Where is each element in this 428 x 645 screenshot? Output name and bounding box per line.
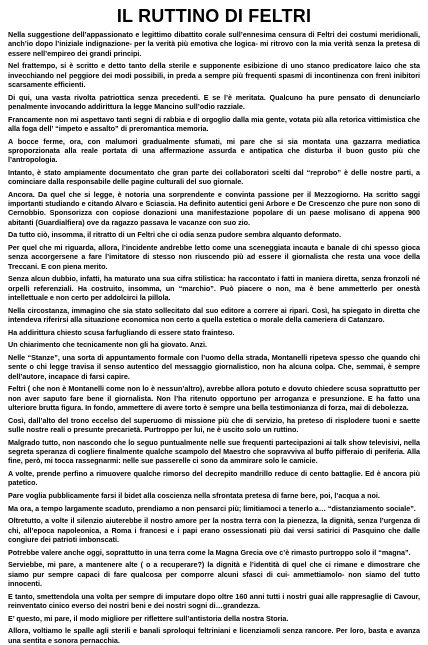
paragraph: Allora, voltiamo le spalle agli sterili e banali sproloqui feltriniani e licenziamoli senza rancore. Per loro, basta e avanza una sentita e sonora pernacchia. xyxy=(8,626,420,645)
paragraph: Ma ora, a tempo largamente scaduto, prendiamo a non pensarci più; limitiamoci a tenerlo a… “distanziamento sociale”. xyxy=(8,503,416,513)
paragraph: Oltretutto, a volte il silenzio aiuterebbe il nostro amore per la nostra terra con la pienezza, la dignità, senza l’urgenza di chi, all’epoca napoleonica, a Roma i francesi e i papi erano ossessionati più dai versi satirici di Pasquino che dalle congiure dei patrioti imbonscati. xyxy=(8,516,420,544)
paragraph: A bocce ferme, ora, con malumori gradualmente sfumati, mi pare che si sia montata una gazzarra mediatica sproporzionata alla reale portata di una affermazione assurda e antipatica che disturba il buon gusto più che l’antropologia. xyxy=(8,136,420,164)
paragraph: E’ questo, mi pare, il modo migliore per riflettere sull’antistoria della nostra Storia. xyxy=(8,613,289,623)
article-body xyxy=(8,30,420,645)
paragraph: Nel frattempo, si è scritto e detto tanto della sterile e supponente esibizione di uno stanco predicatore laico che sta invecchiando nel peggiore dei modi possibili, in preda a sempre più frequenti spasmi di incontinenza con frenì inibitori scarsamente efficienti. xyxy=(8,61,420,89)
paragraph: Di qui, una vasta rivolta patriottica senza precedenti. E se l’è meritata. Qualcuno ha pure pensato di denunciarlo penalmente invocando addirittura la legge Mancino sull’odio razziale. xyxy=(8,92,420,111)
paragraph: Potrebbe valere anche oggi, soprattutto in una terra come la Magna Grecia ove c’è rimasto purtroppo solo il “magna”. xyxy=(8,547,411,557)
paragraph: Così, dall’alto del trono eccelso del superuomo di missione più che di servizio, ha preteso di risplodere tuoni e saette sulle nostre reali o presunte precarietà. Purtroppo per lui, ne è uscito solo un ruttino. xyxy=(8,415,420,434)
paragraph: Pare voglia pubblicamente farsi il bidet alla coscienza nella sfrontata pretesa di farne bere, poi, l’acqua a noi. xyxy=(8,490,380,500)
paragraph: Nelle “Stanze”, una sorta di appuntamento formale con l’uomo della strada, Montanelli ripeteva spesso che quando chi sente o chi legge travisa il senso autentico del messaggio giornalistico, non ha alcuna colpa. Che, semmai, è sempre dell’autore, incapace di farsi capire. xyxy=(8,353,420,381)
paragraph: Malgrado tutto, non nascondo che lo seguo puntualmente nelle sue frequenti partecipazioni ai talk show televisivi, nella segreta speranza di cogliere finalmente qualche scampolo del Maestro che sopravviva al buffo pifferaio di periferia. Alla fine, però, mi tocca rassegnarmi: nelle sue passerelle ci sono da ammirare solo le camicie. xyxy=(8,437,420,465)
paragraph: E tanto, smettendola una volta per sempre di imputare dopo oltre 160 anni tutti i nostri guai alle rappresaglie di Cavour, reinventato cinico everso dei nostri beni e dei nostri sogni di…grandezza. xyxy=(8,591,420,610)
paragraph: Senza alcun dubbio, infatti, ha maturato una sua cifra stilistica: ha raccontato i fatti in maniera diretta, senza fronzoli né orpelli referenziali. Ha costruito, insomma, un “marchio”. Può piacere o non, ma è bene ammetterlo per onestà intellettuale e non certo per addolcirci la pillola. xyxy=(8,274,420,302)
page-title: IL RUTTINO DI FELTRI xyxy=(116,6,312,26)
paragraph: Intanto, è stato ampiamente documentato che gran parte dei collaboratori scelti dal “reprobo” è delle nostre parti, a cominciare dalla responsabile delle pagine culturali del suo giornale. xyxy=(8,167,420,186)
paragraph: Nella circostanza, immagino che sia stato sollecitato dal suo editore a correre ai ripari. Così, ha spiegato in diretta che intendeva riferirsi alla situazione economica non certo a quella estetica o morale della cameriera di Catanzaro. xyxy=(8,305,420,324)
paragraph: Serviebbe, mi pare, a mantenere alte ( o a recuperare?) la dignità e l’identità di quel che ci rimane e dimostrare che siamo pur sempre capaci di fare qualcosa per comporre alcuni sfasci di cui- ammettiamolo- non siamo del tutto innocenti. xyxy=(8,560,420,588)
paragraph: Nella suggestione dell’appassionato e legittimo dibattito corale sull’ennesima censura di Feltri dei costumi meridionali, anch’io dopo l’iniziale indignazione- per la verità più emotiva che logica- mi ritrovo con la mia verità senza la pretesa di essere nell’empireo dei grandi principi. xyxy=(8,30,420,58)
paragraph: Un chiarimento che tecnicamente non gli ha giovato. Anzi. xyxy=(8,340,208,350)
paragraph: Per quel che mi riguarda, allora, l’incidente andrebbe letto come una sceneggiata incauta e banale di chi spesso gioca senza accorgersene a fare l’imitatore di stesso non riuscendo più ad essere il giornalista che resta una voce della Treccani. E con piena merito. xyxy=(8,243,420,271)
paragraph: Francamente non mi aspettavo tanti segni di rabbia e di orgoglio dalla mia gente, votata più alla retorica vittimistica che alla foga dell’ “impeto e assalto” di preromantica memoria. xyxy=(8,114,420,133)
paragraph: Ancora. Da quel che si legge, è notoria una sorprendente e convinta passione per il Mezzogiorno. Ha scritto saggi importanti studiando e citando Alvaro e Sciascia. Ha definito autentici geni Arbore e De Crescenzo che pure non sono di Cernobbio. Sponsorizza con copiose donazioni una manifestazione popolare di un paese molisano di appena 900 abitanti (Guardialfiera) ove da ragazzo passava le vacanze con suo zio. xyxy=(8,189,420,227)
paragraph: A volte, prende perfino a rimuovere qualche rimorso del decrepito mandrillo reduce di cento battaglie. Ed è ancora più patetico. xyxy=(8,468,420,487)
paragraph: Feltri ( che non è Montanelli come non lo è nessun’altro), avrebbe allora potuto e dovuto chiedere scusa soprattutto per non aver saputo fare bene il giornalista. Non l’ha ritenuto opportuno per arroganza e presunzione. E ha fatto una ulteriore brutta figura. In fondo, ammettere di avere torto è sempre una bella testimonianza di forza, mai di debolezza. xyxy=(8,384,420,412)
paragraph: Ha addirittura chiesto scusa farfugliando di essere stato frainteso. xyxy=(8,327,235,337)
paragraph: Da tutto ciò, insomma, il ritratto di un Feltri che ci odia senza pudore sembra alquanto deformato. xyxy=(8,230,342,240)
